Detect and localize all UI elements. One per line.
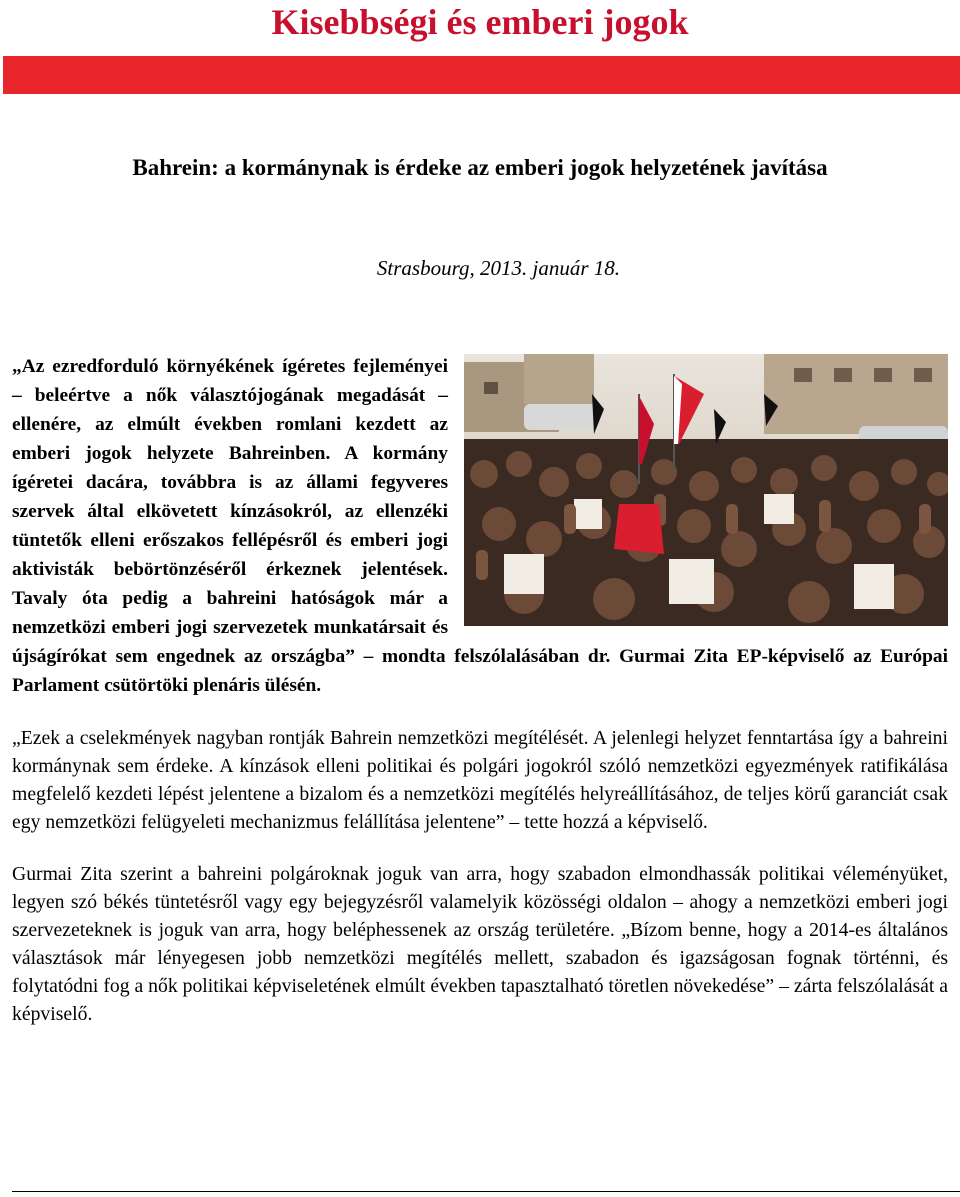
article-body <box>12 352 948 1052</box>
protest-photo <box>464 354 948 626</box>
article-dateline: Strasbourg, 2013. január 18. <box>376 256 620 280</box>
article-paragraph: „Ezek a cselekmények nagyban rontják Bahrein nemzetközi megítélését. A jelenlegi helyzet fenntartása így a bahreini kormánynak sem érdeke. A kínzások elleni politikai és polgári jogokról szóló nemzetközi egyezmények ratifikálása megfelelő kezdeti lépést jelentene a bizalom és a nemzetközi megítélés helyreállításához, de teljes körű garanciát csak egy nemzetközi felügyeleti mechanizmus felállítása jelentene” – tette hozzá a képviselő. <box>12 727 948 833</box>
article-paragraph: Gurmai Zita szerint a bahreini polgároknak joguk van arra, hogy szabadon elmondhassák politikai véleményüket, legyen szó békés tüntetésről vagy egy bejegyzésről valamelyik közösségi oldalon – ahogy a nemzetközi emberi jogi szervezeteknek is joguk van arra, hogy beléphessenek az ország területére. „Bízom benne, hogy a 2014-es általános választások már lényegesen jobb nemzetközi megítélés mellett, szabadon és igazságosan fognak történni, és folytatódni fog a nők politikai képviseletének elmúlt években tapasztalható töretlen növekedése” – zárta felszólalását a képviselő. <box>12 863 948 1025</box>
header-band <box>3 56 960 94</box>
bottom-divider <box>12 1191 960 1192</box>
article-headline: Bahrein: a kormánynak is érdeke az emberi jogok helyzetének javítása <box>132 155 828 180</box>
article-lead: „Az ezredforduló környékének ígéretes fejleményei – beleértve a nők választójogának megadását – ellenére, az elmúlt években romlani kezdett az emberi jogok helyzete Bahreinben. A kormány ígéretei dacára, továbbra is az állami fegyveres szervek által elkövetett kínzásokról, az ellenzéki tüntetők elleni erőszakos fellépésről és emberi jogi aktivisták bebörtönzéséről érkeznek jelentések. Tavaly óta pedig a bahreini hatóságok már a nemzetközi emberi jogi szervezetek munkatársait és újságírókat sem engednek az országba” – mondta felszólalásában dr. Gurmai Zita EP-képviselő az Európai Parlament csütörtöki plenáris ülésén. <box>12 356 948 696</box>
page-title: Kisebbségi és emberi jogok <box>271 2 689 42</box>
